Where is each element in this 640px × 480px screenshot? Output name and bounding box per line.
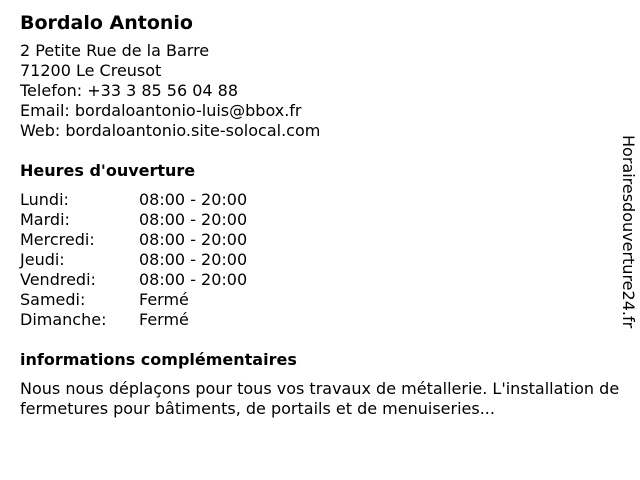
- hours-time: 08:00 - 20:00: [139, 190, 248, 209]
- info-description: Nous nous déplaçons pour tous vos travaux de métallerie. L'installation de fermetures pour bâtiments, de portails et de menuiseries...: [20, 379, 620, 418]
- hours-day: Mardi:: [20, 210, 70, 229]
- hours-time: Fermé: [139, 290, 189, 309]
- address-street: 2 Petite Rue de la Barre: [20, 41, 210, 60]
- phone-line: Telefon: +33 3 85 56 04 88: [20, 81, 239, 100]
- hours-row-thursday: [20, 250, 620, 270]
- hours-day: Jeudi:: [20, 250, 65, 269]
- brand-watermark: Horairesdouverture24.fr: [619, 135, 638, 329]
- hours-title: Heures d'ouverture: [20, 161, 196, 180]
- hours-row-friday: [20, 270, 620, 290]
- hours-day: Samedi:: [20, 290, 86, 309]
- info-title: informations complémentaires: [20, 350, 297, 369]
- hours-table: [20, 190, 620, 330]
- hours-time: 08:00 - 20:00: [139, 270, 248, 289]
- hours-row-tuesday: [20, 210, 620, 230]
- hours-row-wednesday: [20, 230, 620, 250]
- business-card: [20, 10, 620, 419]
- web-line: Web: bordaloantonio.site-solocal.com: [20, 121, 321, 140]
- business-name: Bordalo Antonio: [20, 12, 193, 34]
- hours-row-monday: [20, 190, 620, 210]
- address-city: 71200 Le Creusot: [20, 61, 162, 80]
- hours-row-sunday: [20, 310, 620, 330]
- hours-time: 08:00 - 20:00: [139, 250, 248, 269]
- hours-row-saturday: [20, 290, 620, 310]
- hours-time: 08:00 - 20:00: [139, 210, 248, 229]
- hours-time: 08:00 - 20:00: [139, 230, 248, 249]
- hours-day: Lundi:: [20, 190, 69, 209]
- email-line: Email: bordaloantonio-luis@bbox.fr: [20, 101, 302, 120]
- hours-day: Dimanche:: [20, 310, 107, 329]
- hours-day: Vendredi:: [20, 270, 96, 289]
- hours-time: Fermé: [139, 310, 189, 329]
- hours-day: Mercredi:: [20, 230, 95, 249]
